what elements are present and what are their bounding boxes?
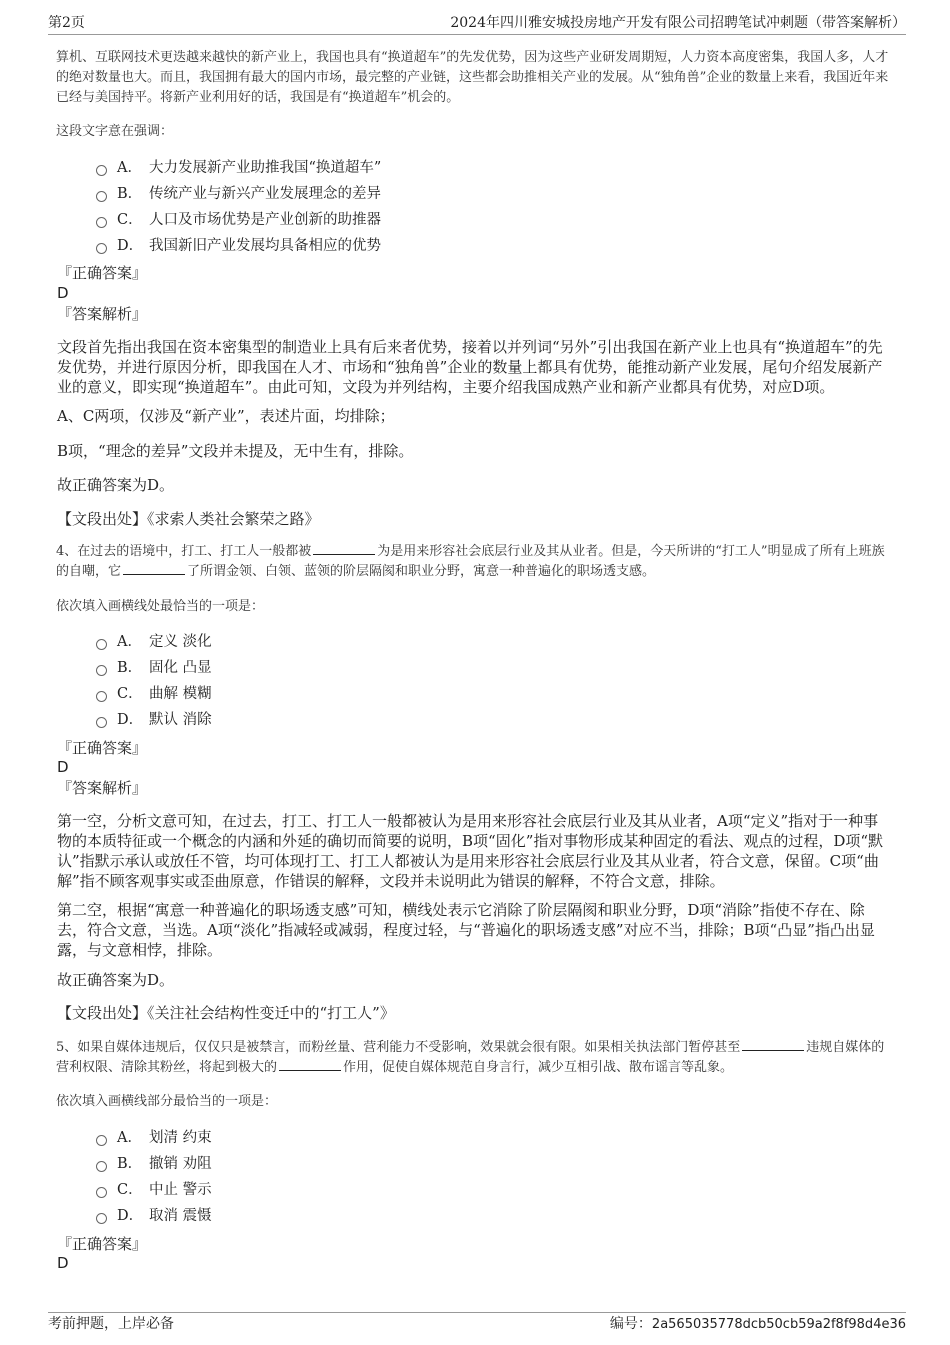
option-text: 人口及市场优势是产业创新的助推器 (149, 212, 381, 228)
q3-option-a[interactable]: A． 大力发展新产业助推我国“换道超车” (96, 158, 381, 178)
q3-option-c[interactable]: C． 人口及市场优势是产业创新的助推器 (96, 210, 381, 230)
q3-analysis-label: 『答案解析』 (57, 305, 148, 323)
option-text: 定义 淡化 (149, 634, 212, 650)
radio-icon[interactable] (96, 717, 107, 728)
page-header (48, 14, 906, 35)
q3-analysis-paragraph: 文段首先指出我国在资本密集型的制造业上具有后来者优势，接着以并列词“另外”引出我国在新产业上也具有“换道超车”的先发优势，并进行原因分析，即我国在人才、市场和“独角兽”企业的数量上都具有优势，能推动新产业发展，尾句介绍发展新产业的意义，即实现“换道超车”。由此可知，文段为并列结构，主要介绍我国成熟产业和新产业都具有优势，对应D项。 (57, 338, 883, 396)
q3-answer-label: 『正确答案』 (57, 264, 148, 282)
page-footer (48, 1312, 906, 1335)
option-text: 大力发展新产业助推我国“换道超车” (149, 160, 382, 176)
document-title: 2024年四川雅安城投房地产开发有限公司招聘笔试冲刺题（带答案解析） (450, 15, 906, 31)
radio-icon[interactable] (96, 1161, 107, 1172)
option-text: 撤销 劝阻 (149, 1156, 212, 1172)
q3-analysis-paragraph: A、C两项，仅涉及“新产业”，表述片面，均排除； (57, 407, 395, 425)
q3-prompt: 这段文字意在强调： (56, 124, 174, 139)
q3-passage: 算机、互联网技术更迭越来越快的新产业上，我国也具有“换道超车”的先发优势，因为这些产业研发周期短，人力资本高度密集，我国人多，人才的绝对数量也大。而且，我国拥有最大的国内市场，最完整的产业链，这些都会助推相关产业的发展。从“独角兽”企业的数量上来看，我国近年来已经与美国持平。将新产业利用好的话，我国是有“换道超车”机会的。 (56, 50, 889, 105)
q4-option-b[interactable]: B． 固化 凸显 (96, 658, 212, 678)
option-text: 传统产业与新兴产业发展理念的差异 (149, 186, 381, 202)
option-text: 固化 凸显 (149, 660, 212, 676)
radio-icon[interactable] (96, 165, 107, 176)
q4-option-a[interactable]: A． 定义 淡化 (96, 632, 212, 652)
q4-option-c[interactable]: C． 曲解 模糊 (96, 684, 212, 704)
radio-icon[interactable] (96, 1135, 107, 1146)
q4-stem: 4、在过去的语境中，打工、打工人一般都被 为是用来形容社会底层行业及其从业者。但是，今天所讲的“打工人”明显成了所有上班族的自嘲，它 了所谓金领、白领、蓝领的阶层隔阂和职业分野，寓意一种普遍化的职场透支感。 (56, 544, 885, 579)
footer-slogan: 考前押题，上岸必备 (48, 1316, 174, 1332)
q4-answer-label: 『正确答案』 (57, 739, 148, 757)
q3-analysis-paragraph: B项，“理念的差异”文段并未提及，无中生有，排除。 (57, 442, 414, 460)
radio-icon[interactable] (96, 191, 107, 202)
page-number: 第2页 (48, 15, 85, 31)
q5-prompt: 依次填入画横线部分最恰当的一项是： (56, 1094, 278, 1109)
q4-analysis-label: 『答案解析』 (57, 779, 148, 797)
option-text: 中止 警示 (149, 1182, 212, 1198)
fill-blank (279, 1058, 341, 1071)
radio-icon[interactable] (96, 1213, 107, 1224)
q4-analysis-paragraph: 第一空，分析文意可知，在过去，打工、打工人一般都被认为是用来形容社会底层行业及其从业者，A项“定义”指对于一种事物的本质特征或一个概念的内涵和外延的确切而简要的说明，B项“固化”指对事物形成某种固定的看法、观点的过程，D项“默认”指默示承认或放任不管，均可体现打工、打工人都被认为是用来形容社会底层行业及其从业者，符合文意，保留。C项“曲解”指不顾客观事实或歪曲原意，作错误的解释，文段并未说明此为错误的解释，不符合文意，排除。 (57, 812, 884, 890)
radio-icon[interactable] (96, 691, 107, 702)
radio-icon[interactable] (96, 217, 107, 228)
fill-blank (742, 1038, 804, 1051)
option-text: 曲解 模糊 (149, 686, 212, 702)
q4-source: 【文段出处】《关注社会结构性变迁中的“打工人”》 (57, 1004, 395, 1022)
fill-blank (123, 562, 185, 575)
q5-option-d[interactable]: D． 取消 震慑 (96, 1206, 212, 1226)
q5-answer: D (57, 1254, 69, 1272)
radio-icon[interactable] (96, 639, 107, 650)
document-code: 编号：2a565035778dcb50cb59a2f8f98d4e36 (609, 1316, 906, 1332)
q3-source: 【文段出处】《求索人类社会繁荣之路》 (57, 510, 320, 528)
fill-blank (313, 542, 375, 555)
q5-option-a[interactable]: A． 划清 约束 (96, 1128, 212, 1148)
q5-option-b[interactable]: B． 撤销 劝阻 (96, 1154, 212, 1174)
q3-answer: D (57, 284, 69, 302)
q4-option-d[interactable]: D． 默认 消除 (96, 710, 212, 730)
radio-icon[interactable] (96, 665, 107, 676)
option-text: 划清 约束 (149, 1130, 212, 1146)
radio-icon[interactable] (96, 243, 107, 254)
q4-prompt: 依次填入画横线处最恰当的一项是： (56, 599, 265, 614)
q5-option-c[interactable]: C． 中止 警示 (96, 1180, 212, 1200)
q5-answer-label: 『正确答案』 (57, 1235, 148, 1253)
q3-option-d[interactable]: D． 我国新旧产业发展均具备相应的优势 (96, 236, 381, 256)
radio-icon[interactable] (96, 1187, 107, 1198)
option-text: 取消 震慑 (149, 1208, 212, 1224)
option-text: 默认 消除 (149, 712, 212, 728)
option-text: 我国新旧产业发展均具备相应的优势 (149, 238, 381, 254)
q4-analysis-paragraph: 第二空，根据“寓意一种普遍化的职场透支感”可知，横线处表示它消除了阶层隔阂和职业分野，D项“消除”指使不存在、除去，符合文意，当选。A项“淡化”指减轻或减弱，程度过轻，与“普遍化的职场透支感”对应不当，排除；B项“凸显”指凸出显露，与文意相悖，排除。 (57, 901, 875, 959)
q5-stem: 5、如果自媒体违规后，仅仅只是被禁言，而粉丝量、营利能力不受影响，效果就会很有限。如果相关执法部门暂停甚至 违规自媒体的营利权限、清除其粉丝，将起到极大的 作用，促使自媒体规范自身言行，减少互相引战、散布谣言等乱象。 (56, 1040, 885, 1075)
q4-analysis-conclusion: 故正确答案为D。 (57, 971, 175, 989)
q3-option-b[interactable]: B． 传统产业与新兴产业发展理念的差异 (96, 184, 381, 204)
q4-answer: D (57, 758, 69, 776)
q3-analysis-conclusion: 故正确答案为D。 (57, 476, 175, 494)
